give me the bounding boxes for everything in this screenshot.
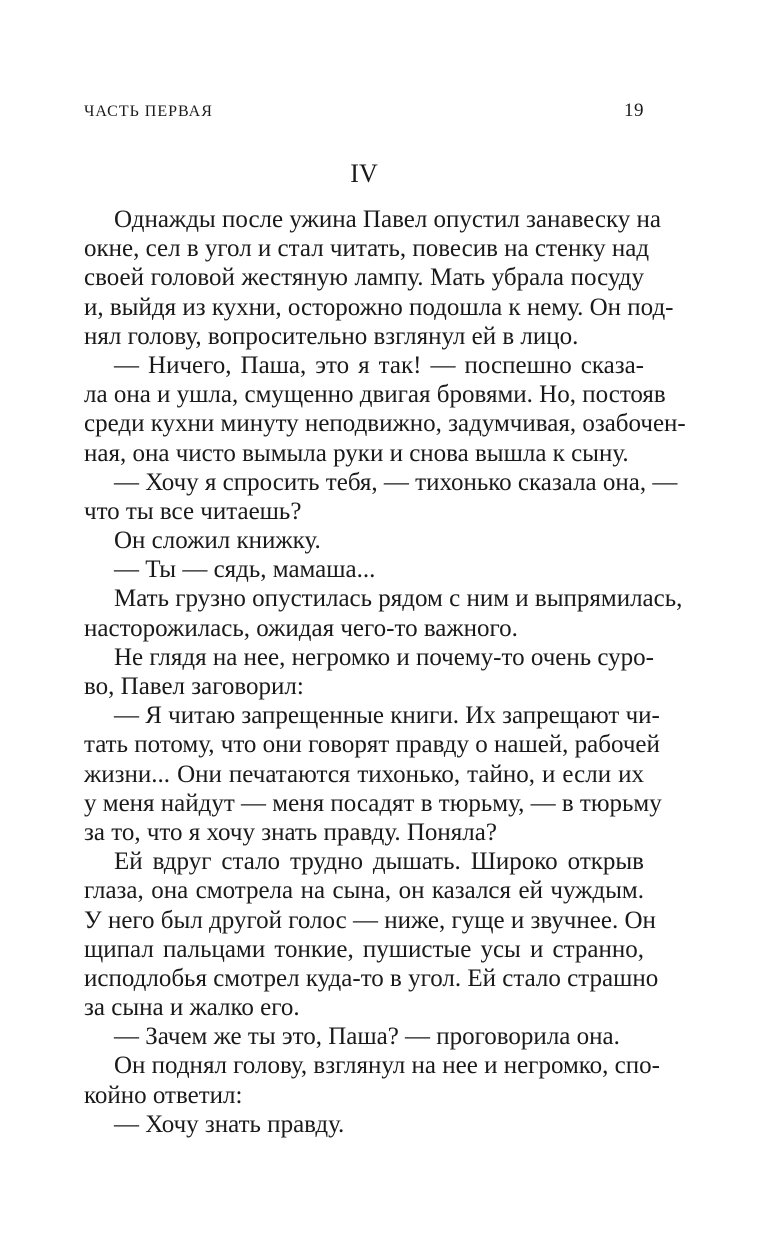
text-line: тать потому, что они говорят правду о нашей, рабочей [84, 731, 660, 759]
running-title: ЧАСТЬ ПЕРВАЯ [84, 103, 213, 120]
text-line: Он поднял голову, взглянул на нее и негромко, спо- [114, 1052, 660, 1080]
text-line: насторожилась, ожидая чего-то важного. [84, 614, 518, 642]
text-line: — Ничего, Паша, это я так! — поспешно сказа- [114, 351, 644, 379]
text-line: что ты все читаешь? [84, 497, 302, 525]
text-line: — Зачем же ты это, Паша? — проговорила она. [114, 1023, 620, 1051]
text-line: — Я читаю запрещенные книги. Их запрещают чи- [114, 702, 660, 730]
text-line: за то, что я хочу знать правду. Поняла? [84, 818, 497, 846]
paragraph [84, 1051, 660, 1109]
paragraph [84, 847, 659, 1022]
text-line: нял голову, вопросительно взглянул ей в лицо. [84, 322, 579, 350]
text-line: глаза, она смотрела на сына, он казался ей чуждым. [84, 877, 644, 905]
text-line: — Хочу я спросить тебя, — тихонько сказала она, — [114, 468, 678, 496]
text-line: жизни... Они печатаются тихонько, тайно, и если их [84, 760, 644, 788]
paragraph [84, 1110, 644, 1139]
paragraph [84, 526, 644, 555]
text-line: среди кухни минуту неподвижно, задумчивая, озабочен- [84, 410, 686, 438]
text-line: Мать грузно опустилась рядом с ним и выпрямилась, [114, 585, 683, 613]
text-line: окне, сел в угол и стал читать, повесив на стенку над [84, 235, 650, 263]
text-line: у меня найдут — меня посадят в тюрьму, — в тюрьму [84, 789, 662, 817]
text-line: ная, она чисто вымыла руки и снова вышла к сыну. [84, 439, 629, 467]
text-line: койно ответил: [84, 1081, 243, 1109]
paragraph [84, 468, 678, 526]
paragraph [84, 643, 654, 701]
text-line: — Хочу знать правду. [114, 1110, 345, 1138]
text-line: Однажды после ужина Павел опустил занавеску на [114, 206, 661, 233]
text-line: У него был другой голос — ниже, гуще и звучнее. Он [84, 906, 656, 934]
body-text [84, 205, 686, 1139]
text-line: и, выйдя из кухни, осторожно подошла к нему. Он под- [84, 293, 674, 321]
paragraph [84, 351, 686, 468]
paragraph [84, 584, 683, 642]
chapter-heading: IV [350, 159, 378, 188]
paragraph [84, 1022, 644, 1051]
running-head [84, 100, 644, 124]
paragraph [84, 555, 644, 584]
text-line: во, Павел заговорил: [84, 673, 304, 700]
text-line: щипал пальцами тонкие, пушистые усы и странно, [84, 935, 644, 963]
text-line: Он сложил книжку. [114, 527, 321, 555]
page-number: 19 [624, 100, 644, 121]
paragraph [84, 701, 662, 847]
paragraph [84, 205, 674, 351]
text-line: Ей вдруг стало трудно дышать. Широко открыв [114, 848, 644, 876]
text-line: исподлобья смотрел куда-то в угол. Ей стало страшно [84, 964, 659, 992]
text-line: своей головой жестяную лампу. Мать убрала посуду [84, 264, 644, 292]
text-line: — Ты — сядь, мамаша... [114, 556, 376, 584]
text-line: за сына и жалко его. [84, 994, 300, 1022]
text-line: Не глядя на нее, негромко и почему-то очень суро- [114, 643, 654, 671]
text-line: ла она и ушла, смущенно двигая бровями. Но, постояв [84, 381, 666, 409]
